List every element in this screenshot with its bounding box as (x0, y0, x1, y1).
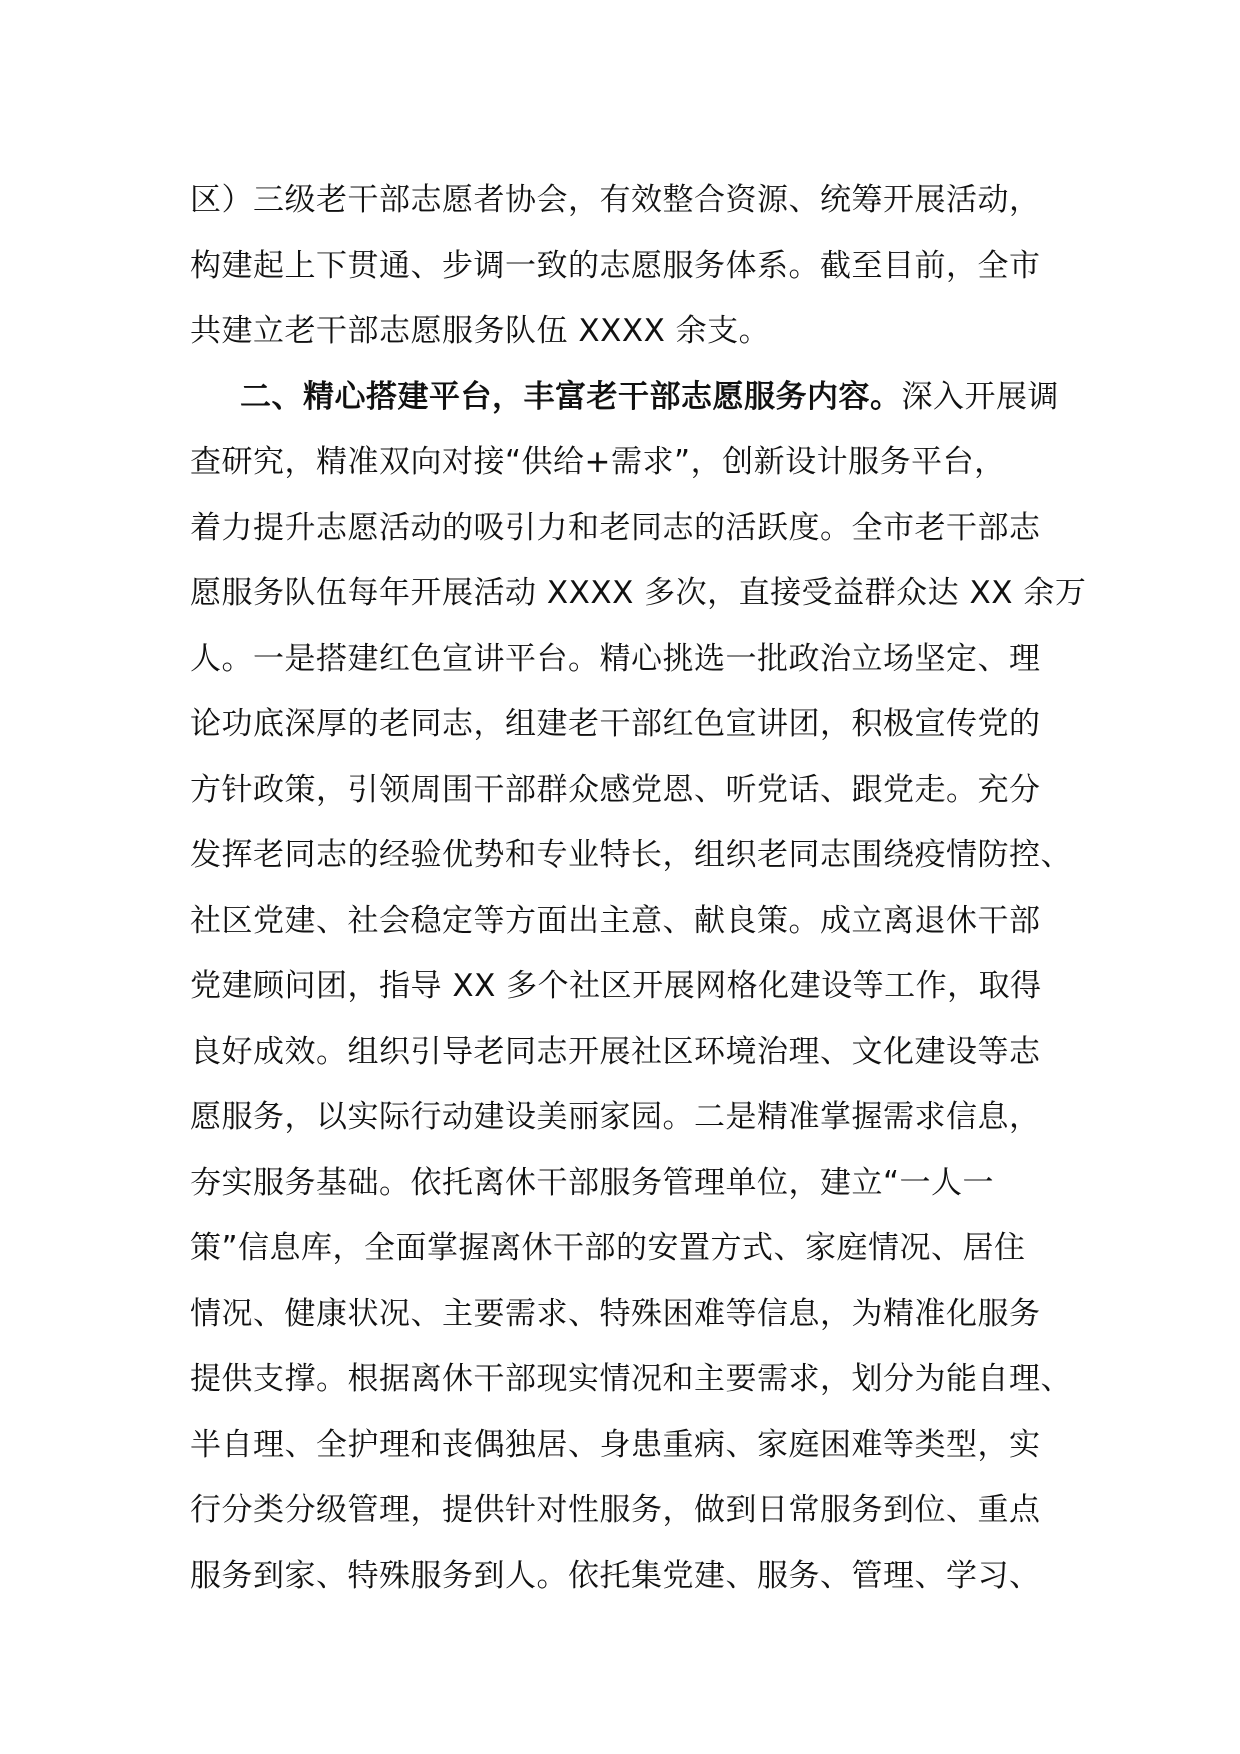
text-line: 社区党建、社会稳定等方面出主意、献良策。成立离退休干部 (190, 902, 1041, 939)
text-line: 提供支撑。根据离休干部现实情况和主要需求，划分为能自理、 (190, 1361, 1072, 1397)
body-text (190, 168, 1087, 1609)
section-heading: 二、精心搭建平台，丰富老干部志愿服务内容。 (240, 378, 902, 415)
text-line: 发挥老同志的经验优势和专业特长，组织老同志围绕疫情防控、 (190, 837, 1072, 873)
text-line: 半自理、全护理和丧偶独居、身患重病、家庭困难等类型，实 (190, 1426, 1041, 1463)
text-line: 区）三级老干部志愿者协会，有效整合资源、统筹开展活动， (190, 182, 1041, 218)
text-line: 行分类分级管理，提供针对性服务，做到日常服务到位、重点 (190, 1492, 1041, 1528)
text-line: 共建立老干部志愿服务队伍 XXXX 余支。 (190, 313, 771, 349)
text-line: 着力提升志愿活动的吸引力和老同志的活跃度。全市老干部志 (190, 509, 1041, 546)
text-line: 人。一是搭建红色宣讲平台。精心挑选一批政治立场坚定、理 (190, 640, 1041, 677)
text-run: 深入开展调 (901, 378, 1059, 415)
section-heading-line (190, 365, 1070, 431)
text-line: 良好成效。组织引导老同志开展社区环境治理、文化建设等志 (190, 1033, 1041, 1070)
text-line: 方针政策，引领周围干部群众感党恩、听党话、跟党走。充分 (190, 771, 1041, 808)
text-line: 愿服务队伍每年开展活动 XXXX 多次，直接受益群众达 XX 余万 (190, 575, 1087, 611)
text-line: 构建起上下贯通、步调一致的志愿服务体系。截至目前，全市 (190, 247, 1041, 284)
text-line: 党建顾问团，指导 XX 多个社区开展网格化建设等工作，取得 (190, 968, 1042, 1004)
text-line: 策”信息库，全面掌握离休干部的安置方式、家庭情况、居住 (190, 1230, 1026, 1266)
text-line: 服务到家、特殊服务到人。依托集党建、服务、管理、学习、 (190, 1557, 1041, 1594)
text-line: 查研究，精准双向对接“供给+需求”，创新设计服务平台， (190, 444, 1006, 480)
text-line: 夯实服务基础。依托离休干部服务管理单位，建立“一人一 (190, 1164, 995, 1201)
text-line: 论功底深厚的老同志，组建老干部红色宣讲团，积极宣传党的 (190, 706, 1041, 742)
text-line: 愿服务，以实际行动建设美丽家园。二是精准掌握需求信息， (190, 1099, 1041, 1135)
text-line: 情况、健康状况、主要需求、特殊困难等信息，为精准化服务 (190, 1295, 1041, 1332)
